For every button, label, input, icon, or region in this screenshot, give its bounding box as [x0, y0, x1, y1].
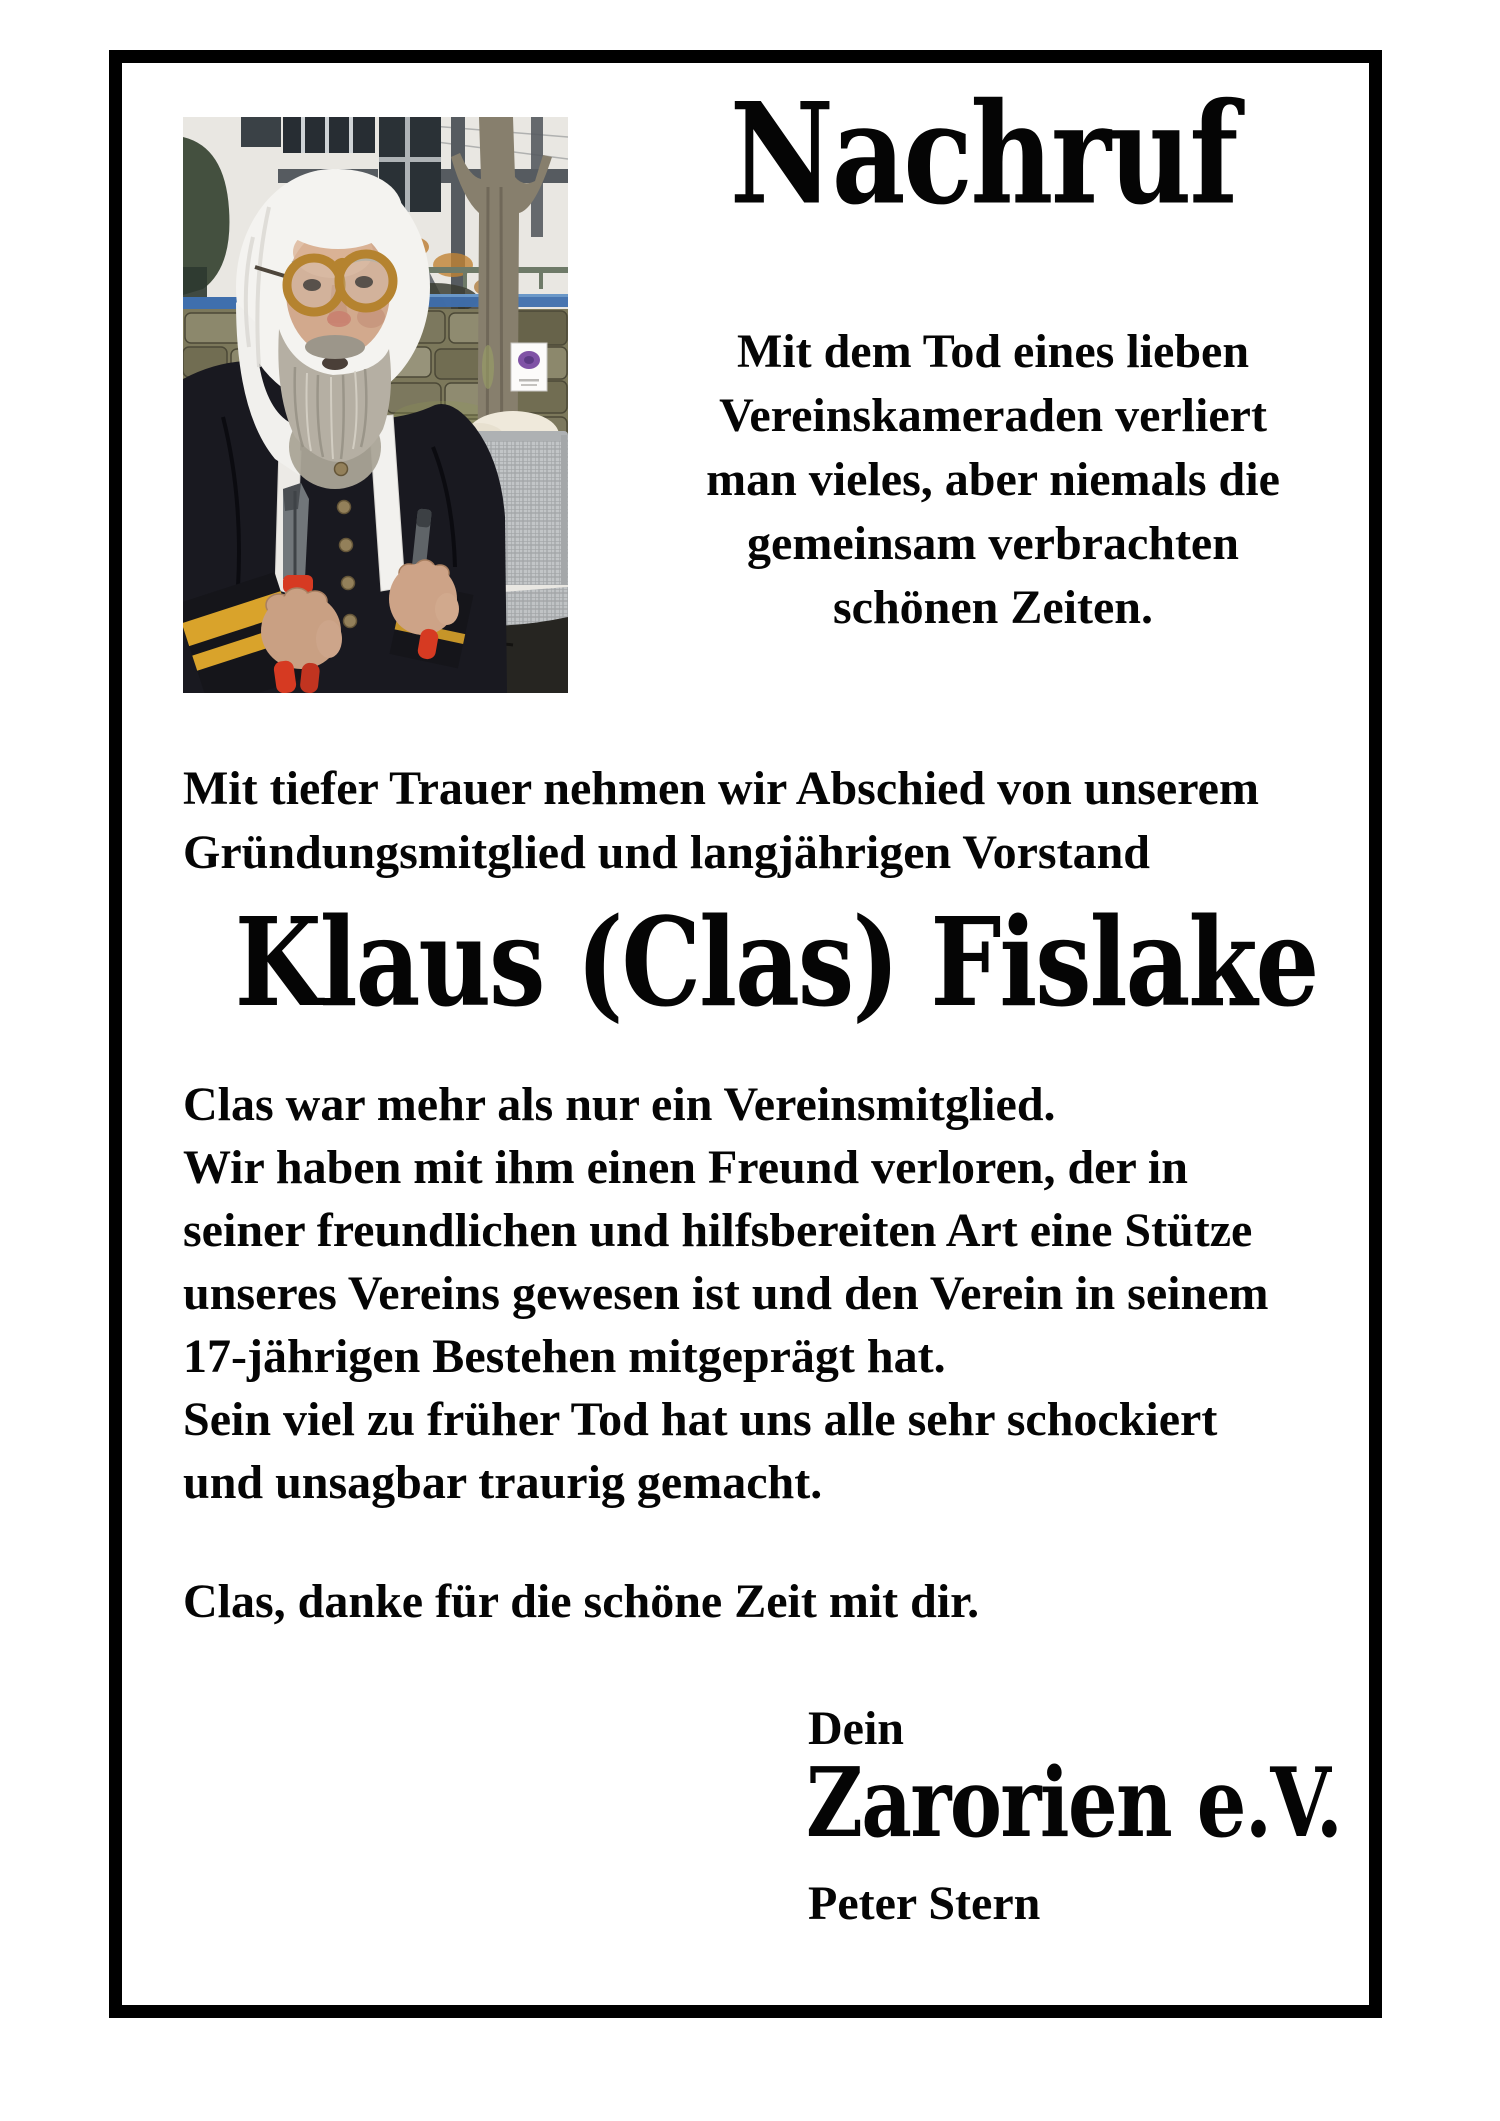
farewell-paragraph [183, 757, 1373, 885]
intro-line: schönen Zeiten. [832, 581, 1153, 634]
signature-salutation: Dein [808, 1702, 904, 1755]
tribute-line: Clas war mehr als nur ein Vereinsmitglied. [183, 1078, 1056, 1131]
tribute-line: unseres Vereins gewesen ist und den Verein in seinem [183, 1267, 1269, 1320]
farewell-line: Gründungsmitglied und langjährigen Vorstand [183, 826, 1150, 879]
intro-line: Mit dem Tod eines lieben [736, 325, 1250, 378]
tribute-line: und unsagbar traurig gemacht. [183, 1456, 823, 1509]
intro-paragraph [608, 320, 1378, 640]
deceased-name-container [183, 890, 1369, 1035]
obituary-title: Nachruf [729, 71, 1237, 236]
page-title-container [588, 71, 1378, 236]
tribute-line: 17-jährigen Bestehen mitgeprägt hat. [183, 1330, 946, 1383]
tribute-line: seiner freundlichen und hilfsbereiten Art eine Stütze [183, 1204, 1253, 1257]
portrait-photo-illustration [183, 117, 568, 693]
tribute-paragraph [183, 1073, 1373, 1514]
tribute-line: Sein viel zu früher Tod hat uns alle sehr schockiert [183, 1393, 1218, 1446]
portrait-photo [183, 117, 568, 693]
signature-person: Peter Stern [808, 1877, 1041, 1930]
deceased-name: Klaus (Clas) Fislake [234, 890, 1318, 1035]
intro-line: gemeinsam verbrachten [747, 517, 1239, 570]
intro-line: Vereinskameraden verliert [719, 389, 1267, 442]
signature-organization: Zarorien e.V. [806, 1748, 1342, 1860]
tribute-line: Wir haben mit ihm einen Freund verloren, der in [183, 1141, 1188, 1194]
thanks-line-container [183, 1570, 1373, 1634]
farewell-line: Mit tiefer Trauer nehmen wir Abschied von unserem [183, 762, 1259, 815]
intro-line: man vieles, aber niemals die [706, 453, 1280, 506]
thanks-line: Clas, danke für die schöne Zeit mit dir. [183, 1575, 980, 1628]
